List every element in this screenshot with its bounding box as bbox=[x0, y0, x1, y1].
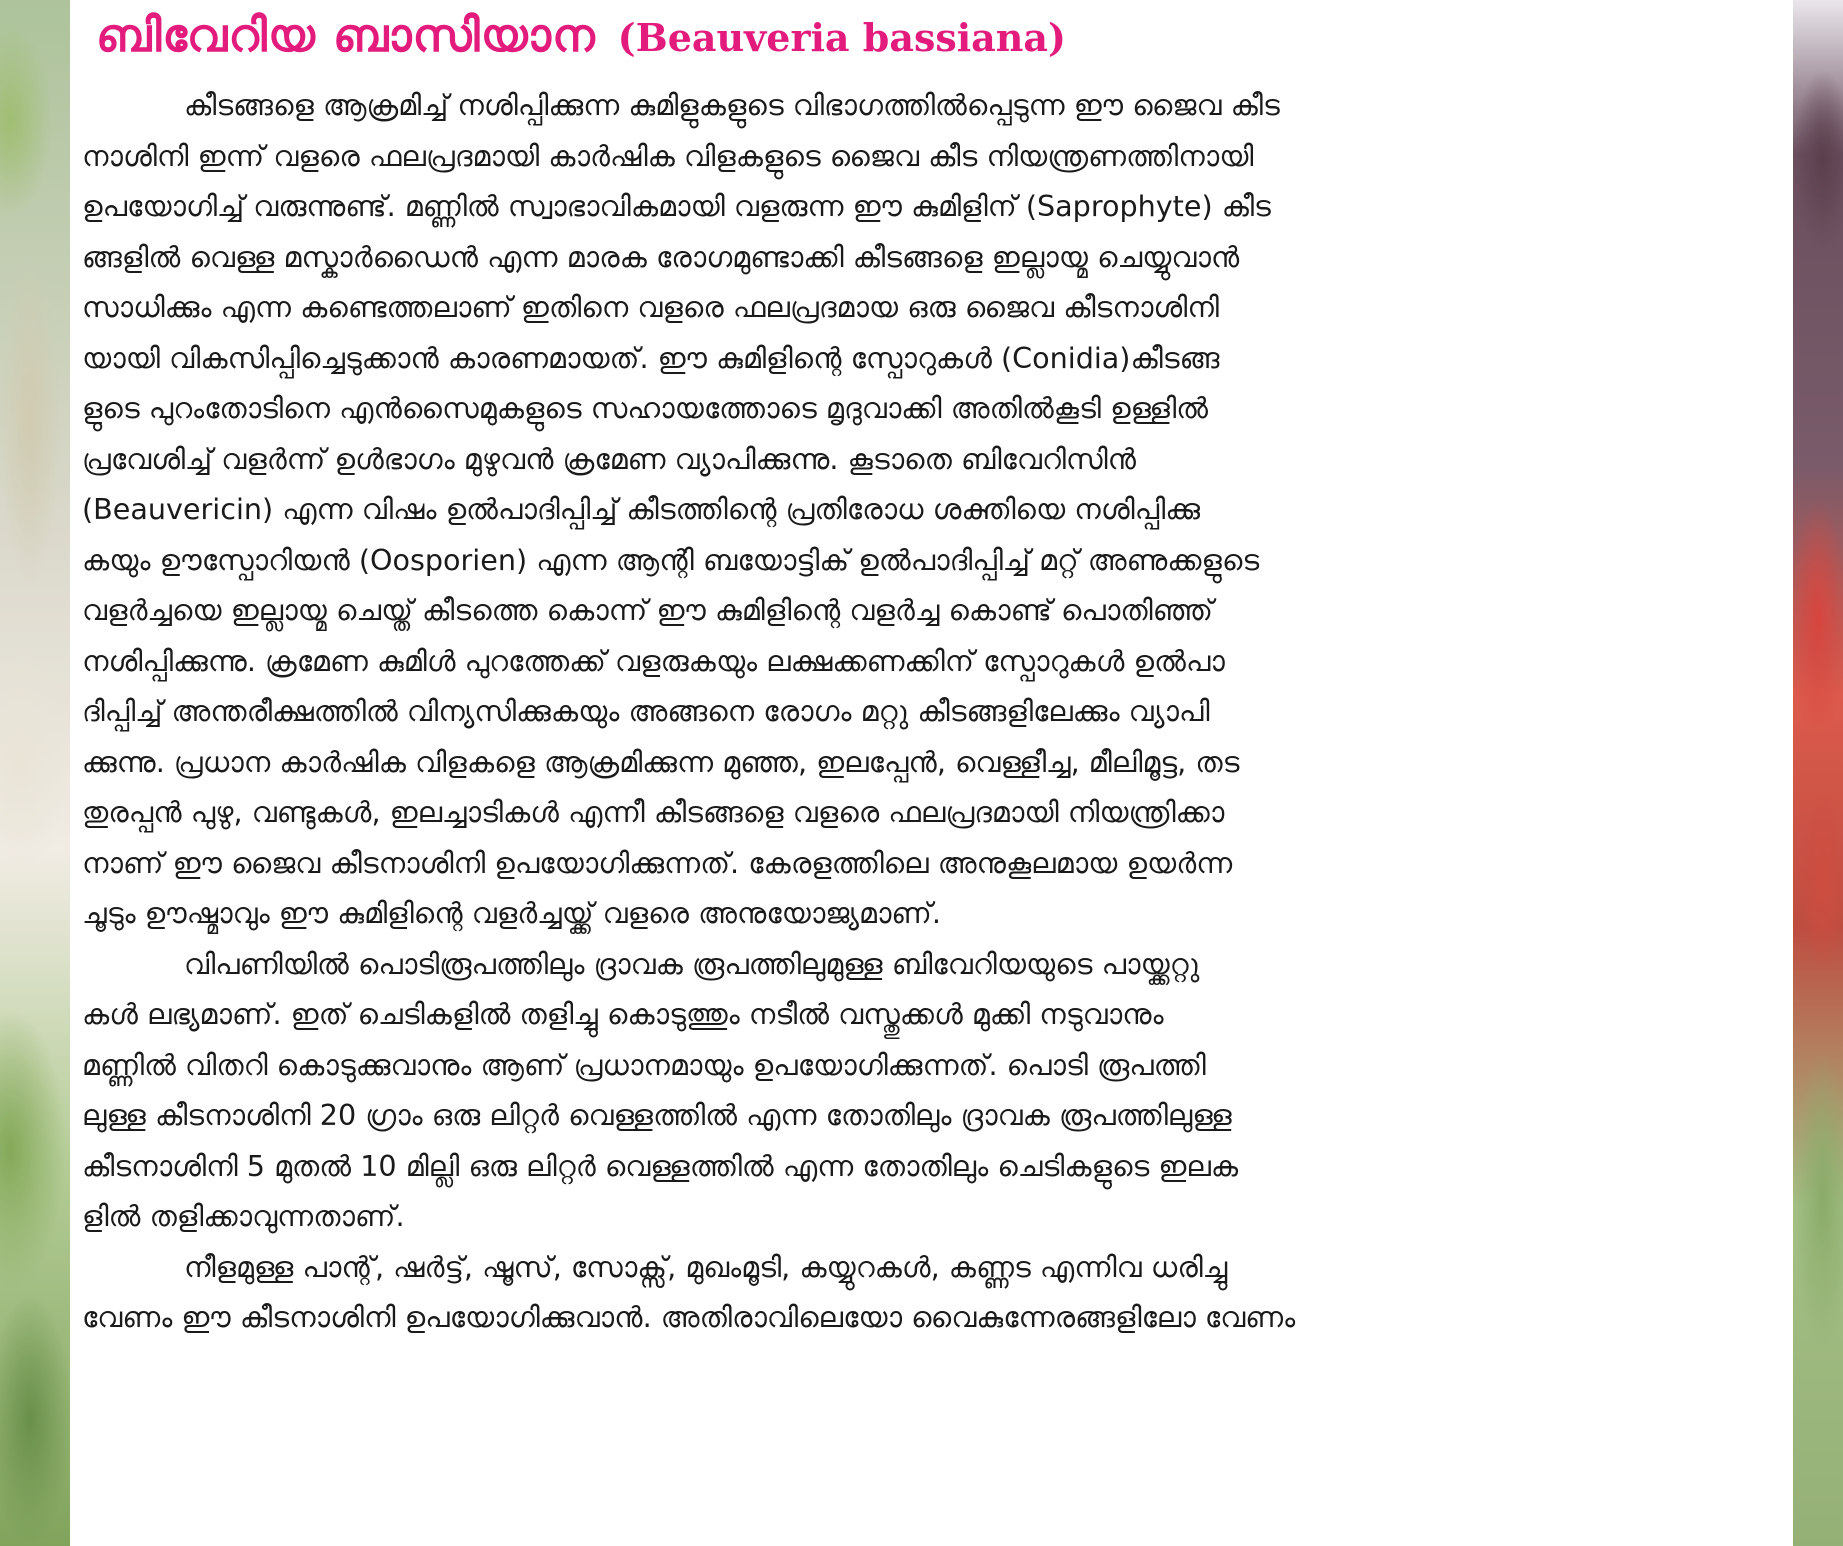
text-line: സാധിക്കും എന്ന കണ്ടെത്തലാണ് ഇതിനെ വളരെ ഫലപ്രദമായ ഒരു ജൈവ കീടനാശിനി bbox=[82, 290, 1219, 324]
text-line: നശിപ്പിക്കുന്നു. ക്രമേണ കുമിൾ പുറത്തേക്ക് വളരുകയും ലക്ഷക്കണക്കിന് സ്പോറുകൾ ഉൽപാ bbox=[82, 643, 1225, 678]
paragraph-2 bbox=[82, 939, 1762, 1242]
text-line: ളിൽ തളിക്കാവുന്നതാണ്. bbox=[82, 1199, 405, 1233]
text-line: നാണ് ഈ ജൈവ കീടനാശിനി ഉപയോഗിക്കുന്നത്. കേരളത്തിലെ അനുകൂലമായ ഉയർന്ന bbox=[82, 845, 1233, 880]
text-line: ലുള്ള കീടനാശിനി 20 ഗ്രാം ഒരു ലിറ്റർ വെള്ളത്തിൽ എന്ന തോതിലും ദ്രാവക രൂപത്തിലുള്ള bbox=[82, 1098, 1232, 1132]
text-line: നീളമുള്ള പാന്റ്, ഷർട്ട്, ഷൂസ്, സോക്സ്, മുഖംമൂടി, കയ്യുറകൾ, കണ്ണട എന്നിവ ധരിച്ചു bbox=[184, 1249, 1228, 1284]
text-line: കീടനാശിനി 5 മുതൽ 10 മില്ലി ഒരു ലിറ്റർ വെള്ളത്തിൽ എന്ന തോതിലും ചെടികളുടെ ഇലക bbox=[82, 1148, 1239, 1183]
text-line: വിപണിയിൽ പൊടിരൂപത്തിലും ദ്രാവക രൂപത്തിലുമുള്ള ബിവേറിയയുടെ പായ്ക്കറ്റു bbox=[184, 946, 1200, 981]
text-line: പ്രവേശിച്ച് വളർന്ന് ഉൾഭാഗം മുഴുവൻ ക്രമേണ വ്യാപിക്കുന്നു. കൂടാതെ ബിവേറിസിൻ bbox=[82, 441, 1137, 476]
text-line: ചൂടും ഊഷ്മാവും ഈ കുമിളിന്റെ വളർച്ചയ്ക്ക് വളരെ അനുയോജ്യമാണ്. bbox=[82, 896, 941, 930]
text-line: കൾ ലഭ്യമാണ്. ഇത് ചെടികളിൽ തളിച്ചു കൊടുത്തും നടീൽ വസ്തുക്കൾ മുക്കി നടുവാനും bbox=[82, 997, 1164, 1031]
text-line: വേണം ഈ കീടനാശിനി ഉപയോഗിക്കുവാൻ. അതിരാവിലെയോ വൈകുന്നേരങ്ങളിലോ വേണം bbox=[82, 1300, 1296, 1334]
text-line: കയും ഊസ്പോറിയൻ (Oosporien) എന്ന ആന്റി ബയോട്ടിക് ഉൽപാദിപ്പിച്ച് മറ്റ് അണുക്കളുടെ bbox=[82, 542, 1260, 577]
text-line: ദിപ്പിച്ച് അന്തരീക്ഷത്തിൽ വിന്യസിക്കുകയും അങ്ങനെ രോഗം മറ്റു കീടങ്ങളിലേക്കും വ്യാപി bbox=[82, 694, 1210, 728]
article-content bbox=[82, 8, 1762, 1538]
right-photo-strip bbox=[1793, 0, 1843, 1546]
text-line: മണ്ണിൽ വിതറി കൊടുക്കുവാനും ആണ് പ്രധാനമായും ഉപയോഗിക്കുന്നത്. പൊടി രൂപത്തി bbox=[82, 1047, 1206, 1082]
paragraph-3 bbox=[82, 1242, 1762, 1343]
text-line: വളർച്ചയെ ഇല്ലായ്മ ചെയ്ത് കീടത്തെ കൊന്ന് ഈ കുമിളിന്റെ വളർച്ച കൊണ്ട് പൊതിഞ്ഞ് bbox=[82, 593, 1214, 627]
text-line: നാശിനി ഇന്ന് വളരെ ഫലപ്രദമായി കാർഷിക വിളകളുടെ ജൈവ കീട നിയന്ത്രണത്തിനായി bbox=[82, 138, 1254, 173]
text-line: ക്കുന്നു. പ്രധാന കാർഷിക വിളകളെ ആക്രമിക്കുന്ന മുഞ്ഞ, ഇലപ്പേൻ, വെള്ളീച്ച, മീലിമൂട്ട, തട bbox=[82, 744, 1240, 779]
paragraph-1 bbox=[82, 80, 1762, 939]
article-title bbox=[82, 8, 1762, 80]
title-latin: (Beauveria bassiana) bbox=[617, 15, 1067, 60]
title-malayalam: ബിവേറിയ ബാസിയാന bbox=[96, 8, 596, 62]
text-line: യായി വികസിപ്പിച്ചെടുക്കാൻ കാരണമായത്. ഈ കുമിളിന്റെ സ്പോറുകൾ (Conidia)കീടങ്ങ bbox=[82, 340, 1220, 375]
text-line: തുരപ്പൻ പുഴു, വണ്ടുകൾ, ഇലച്ചാടികൾ എന്നീ കീടങ്ങളെ വളരെ ഫലപ്രദമായി നിയന്ത്രിക്കാ bbox=[82, 795, 1225, 829]
text-line: (Beauvericin) എന്ന വിഷം ഉൽപാദിപ്പിച്ച് കീടത്തിന്റെ പ്രതിരോധ ശക്തിയെ നശിപ്പിക്കു bbox=[82, 492, 1201, 526]
text-line: ഉപയോഗിച്ച് വരുന്നുണ്ട്. മണ്ണിൽ സ്വാഭാവികമായി വളരുന്ന ഈ കുമിളിന് (Saprophyte) കീട bbox=[82, 189, 1271, 223]
text-line: ങ്ങളിൽ വെള്ള മസ്കാർഡൈൻ എന്ന മാരക രോഗമുണ്ടാക്കി കീടങ്ങളെ ഇല്ലായ്മ ചെയ്യുവാൻ bbox=[82, 239, 1240, 274]
text-line: ളുടെ പുറംതോടിനെ എൻസൈമുകളുടെ സഹായത്തോടെ മൃദുവാക്കി അതിൽകൂടി ഉള്ളിൽ bbox=[82, 391, 1209, 425]
left-photo-strip bbox=[0, 0, 70, 1546]
text-line: കീടങ്ങളെ ആക്രമിച്ച് നശിപ്പിക്കുന്ന കുമിളുകളുടെ വിഭാഗത്തിൽപ്പെടുന്ന ഈ ജൈവ കീട bbox=[184, 88, 1280, 122]
